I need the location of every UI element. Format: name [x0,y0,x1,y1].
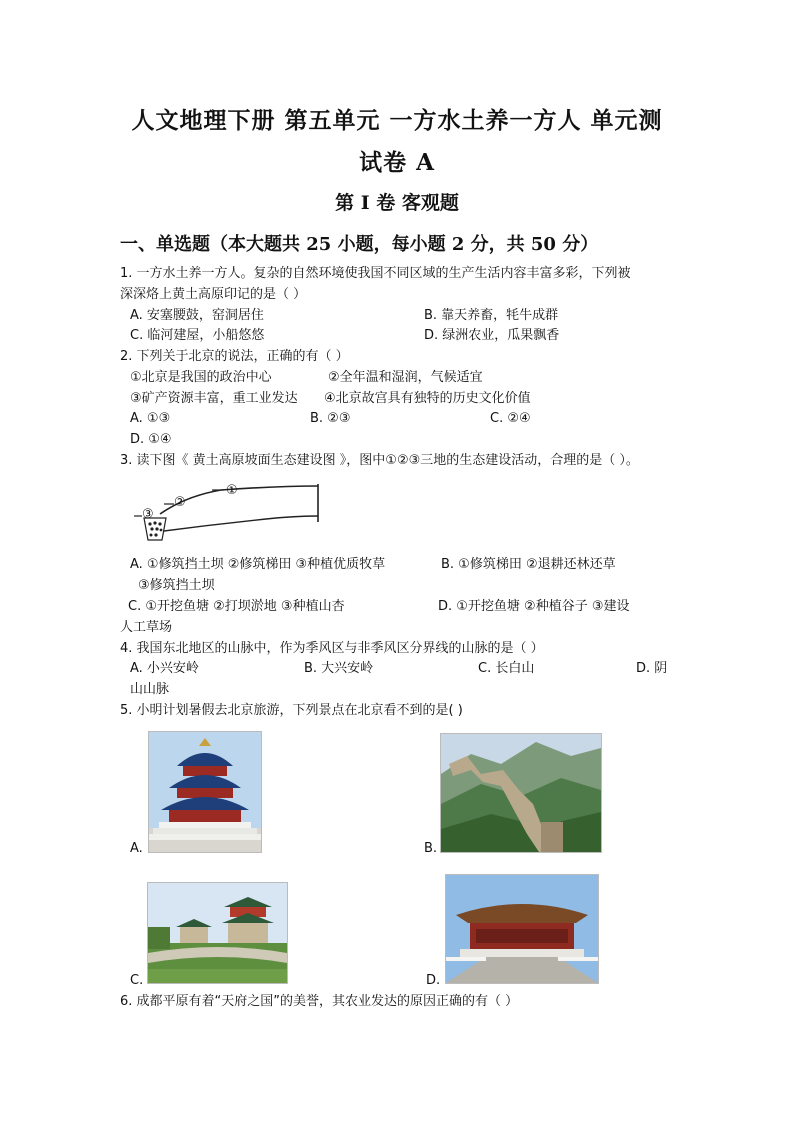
q3-option-b-1: B. ①修筑梯田 ②退耕还林还草 [441,557,616,572]
q5-option-b-label: B. [424,841,438,856]
marker-1: ① [226,483,238,498]
doc-title-line1: 人文地理下册 第五单元 一方水土养一方人 单元测 [131,107,663,134]
q2-statement-1: ①北京是我国的政治中心 [130,370,272,385]
q2-option-b: B. ②③ [310,411,351,426]
part-title: 第 I 卷 客观题 [335,192,459,214]
q4-stem: 4. 我国东北地区的山脉中，作为季风区与非季风区分界线的山脉的是（ ） [120,641,544,656]
section-heading: 一、单选题（本大题共 25 小题，每小题 2 分，共 50 分） [120,234,599,255]
q5-option-c-label: C. [130,973,144,988]
doc-title-line2: 试卷 A [359,149,435,176]
q3-stem: 3. 读下图《 黄土高原坡面生态建设图 》，图中①②③三地的生态建设活动，合理的是（ ）。 [120,453,639,468]
q5-stem: 5. 小明计划暑假去北京旅游，下列景点在北京看不到的是( ) [120,703,463,718]
great-wall-photo [440,733,602,853]
q3-option-b-2: ③修筑挡土坝 [138,578,215,593]
q1-option-b: B. 靠天养畜，牦牛成群 [424,308,559,323]
slope-base-line [156,516,318,532]
q1-option-c: C. 临河建屋，小船悠悠 [130,328,265,343]
marker-2: ② [174,495,186,510]
q3-option-d-1: D. ①开挖鱼塘 ②种植谷子 ③建设 [438,599,630,614]
q4-option-b: B. 大兴安岭 [304,661,374,676]
q5-option-a-label: A. [130,841,143,856]
q5-option-d-label: D. [426,973,441,988]
q4-option-d-2: 山山脉 [130,682,170,697]
forbidden-city-photo [445,874,599,984]
q3-option-a: A. ①修筑挡土坝 ②修筑梯田 ③种植优质牧草 [130,557,386,572]
q3-option-c: C. ①开挖鱼塘 ②打坝淤地 ③种植山杏 [128,599,345,614]
loess-slope-diagram [126,478,326,550]
q2-option-d: D. ①④ [130,432,172,447]
q2-statement-3: ③矿产资源丰富，重工业发达 [130,391,298,406]
q1-stem-2: 深深烙上黄土高原印记的是（ ） [120,287,307,302]
q2-stem: 2. 下列关于北京的说法，正确的有（ ） [120,349,349,364]
q2-statement-2: ②全年温和湿润，气候适宜 [328,370,483,385]
q6-stem: 6. 成都平原有着“天府之国”的美誉，其农业发达的原因正确的有（ ） [120,994,519,1009]
q2-option-c: C. ②④ [490,411,531,426]
q4-option-c: C. 长白山 [478,661,535,676]
marker-3: ③ [142,507,154,522]
q4-option-d-1: D. 阴 [636,661,668,676]
q4-option-a: A. 小兴安岭 [130,661,199,676]
q3-option-d-2: 人工草场 [120,620,173,635]
q2-statement-4: ④北京故宫具有独特的历史文化价值 [324,391,531,406]
q1-option-d: D. 绿洲农业，瓜果飘香 [424,328,560,343]
temple-of-heaven-photo [148,731,262,853]
slope-diagram-svg [126,478,326,550]
q2-option-a: A. ①③ [130,411,171,426]
q1-stem-1: 1. 一方水土养一方人。复杂的自然环境使我国不同区域的生产生活内容丰富多彩，下列被 [120,266,631,281]
q1-option-a: A. 安塞腰鼓，窑洞居住 [130,308,264,323]
garden-pavilion-photo [147,882,288,984]
